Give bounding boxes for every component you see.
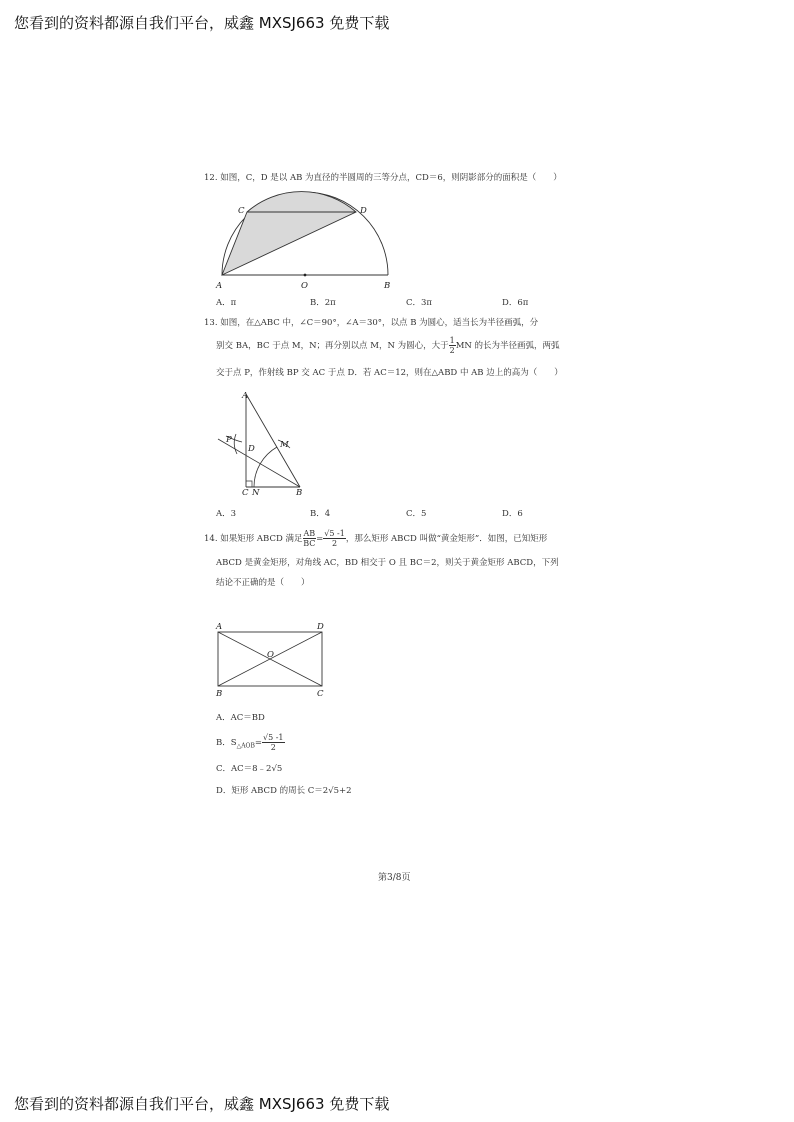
center-O-dot — [304, 274, 307, 277]
q13-stem-line3: 交于点 P，作射线 BP 交 AC 于点 D．若 AC＝12，则在△ABD 中 AB 边上的高为（ ） — [216, 368, 563, 378]
label-M: M — [280, 440, 289, 450]
watermark-banner-bottom: 您看到的资料都源自我们平台，威鑫 MXSJ663 免费下载 — [14, 1095, 390, 1113]
label-O: O — [301, 281, 308, 291]
q14-option-d: D．矩形 ABCD 的周长 C＝2√5+2 — [216, 786, 352, 796]
q13-option-c: C．5 — [406, 509, 427, 519]
fraction-ab-bc: $\frac{AB}{BC}$ — [303, 529, 316, 548]
arc-from-M — [234, 434, 237, 454]
label-C: C — [242, 488, 249, 498]
q14-stem-line3: 结论不正确的是（ ） — [216, 578, 310, 588]
label-A: A — [216, 622, 223, 632]
q14-figure — [210, 620, 330, 700]
q13-option-d: D．6 — [502, 509, 523, 519]
label-D: D — [317, 622, 324, 632]
label-P: P — [226, 435, 232, 445]
label-N: N — [252, 488, 260, 498]
q12-figure — [210, 200, 400, 295]
label-A: A — [242, 391, 249, 401]
label-B: B — [216, 689, 223, 699]
q13-option-b: B．4 — [310, 509, 331, 519]
q13-figure — [214, 388, 314, 498]
shaded-region — [222, 192, 356, 275]
fraction-golden-ratio: $\frac{√5 -1}{2}$ — [324, 529, 345, 548]
label-A: A — [216, 281, 223, 291]
q14-option-c: C．AC＝8﹣2√5 — [216, 764, 283, 774]
fraction-option-b: $\frac{√5 -1}{2}$ — [262, 733, 284, 752]
label-C: C — [238, 206, 245, 216]
label-O: O — [267, 650, 274, 660]
q13-stem-line1: 13. 如图，在△ABC 中，∠C＝90°，∠A＝30°，以点 B 为圆心，适当长为半径画弧，分 — [204, 318, 539, 328]
q12-option-c: C．3π — [406, 298, 432, 308]
side-AB — [246, 394, 300, 487]
q12-option-b: B．2π — [310, 298, 336, 308]
q13-stem-line2: 别交 BA，BC 于点 M，N；再分别以点 M，N 为圆心，大于 $\frac{1}{2}$ MN 的长为半径画弧，两弧 — [216, 336, 560, 355]
q12-option-d: D．6π — [502, 298, 529, 308]
right-angle-mark — [246, 481, 252, 487]
q14-stem-line2: ABCD 是黄金矩形，对角线 AC，BD 相交于 O 且 BC＝2，则关于黄金矩形 ABCD，下列 — [216, 558, 559, 568]
q12-option-a: A．π — [216, 298, 237, 308]
page-number: 第3/8页 — [378, 873, 411, 883]
q13-option-a: A．3 — [216, 509, 237, 519]
label-B: B — [384, 281, 391, 291]
label-D: D — [248, 444, 255, 454]
q14-stem-line1: 14. 如果矩形 ABCD 满足 $\frac{AB}{BC}$ = $\frac{√5 -1}{2}$ ，那么矩形 ABCD 叫做“黄金矩形”．如图，已知矩形 — [204, 529, 548, 548]
q14-option-b: B．$S_{\triangle AOB}=$ $\frac{√5 -1}{2}$ — [216, 733, 284, 752]
q12-stem: 12. 如图，C，D 是以 AB 为直径的半圆周的三等分点，CD＝6，则阴影部分的面积是（ ） — [204, 173, 562, 183]
watermark-banner-top: 您看到的资料都源自我们平台，威鑫 MXSJ663 免费下载 — [14, 14, 390, 32]
fraction-one-half: $\frac{1}{2}$ — [449, 336, 455, 355]
label-D: D — [360, 206, 367, 216]
label-B: B — [296, 488, 303, 498]
label-C: C — [317, 689, 324, 699]
q14-option-a: A．AC＝BD — [216, 713, 265, 723]
